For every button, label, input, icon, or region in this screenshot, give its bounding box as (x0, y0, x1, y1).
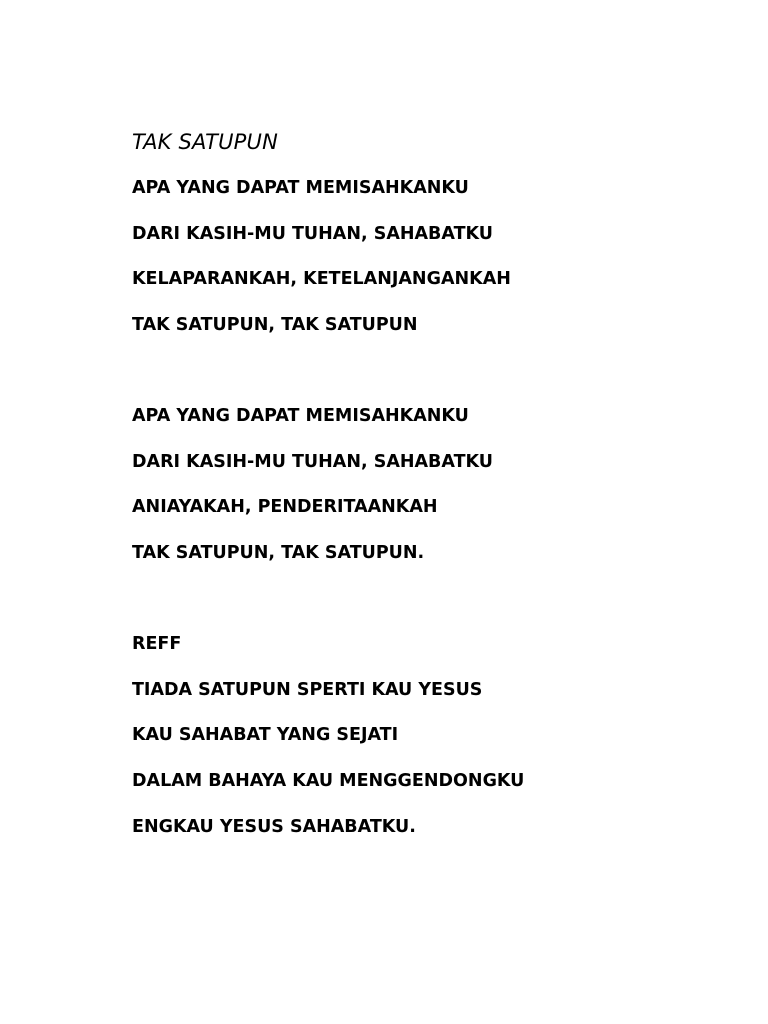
chorus-label: REFF (132, 634, 182, 654)
verse1-line-2: DARI KASIH-MU TUHAN, SAHABATKU (132, 224, 493, 244)
verse2-line-3: ANIAYAKAH, PENDERITAANKAH (132, 497, 438, 517)
chorus-line-3: DALAM BAHAYA KAU MENGGENDONGKU (132, 771, 525, 791)
chorus-line-1: TIADA SATUPUN SPERTI KAU YESUS (132, 680, 483, 700)
chorus-line-2: KAU SAHABAT YANG SEJATI (132, 725, 399, 745)
chorus-line-4: ENGKAU YESUS SAHABATKU. (132, 817, 416, 837)
verse1-line-4: TAK SATUPUN, TAK SATUPUN (132, 315, 418, 335)
verse2-line-1: APA YANG DAPAT MEMISAHKANKU (132, 406, 469, 426)
song-title: TAK SATUPUN (132, 130, 279, 154)
verse2-line-4: TAK SATUPUN, TAK SATUPUN. (132, 543, 425, 563)
verse1-line-3: KELAPARANKAH, KETELANJANGANKAH (132, 269, 511, 289)
verse1-line-1: APA YANG DAPAT MEMISAHKANKU (132, 178, 469, 198)
verse2-line-2: DARI KASIH-MU TUHAN, SAHABATKU (132, 452, 493, 472)
